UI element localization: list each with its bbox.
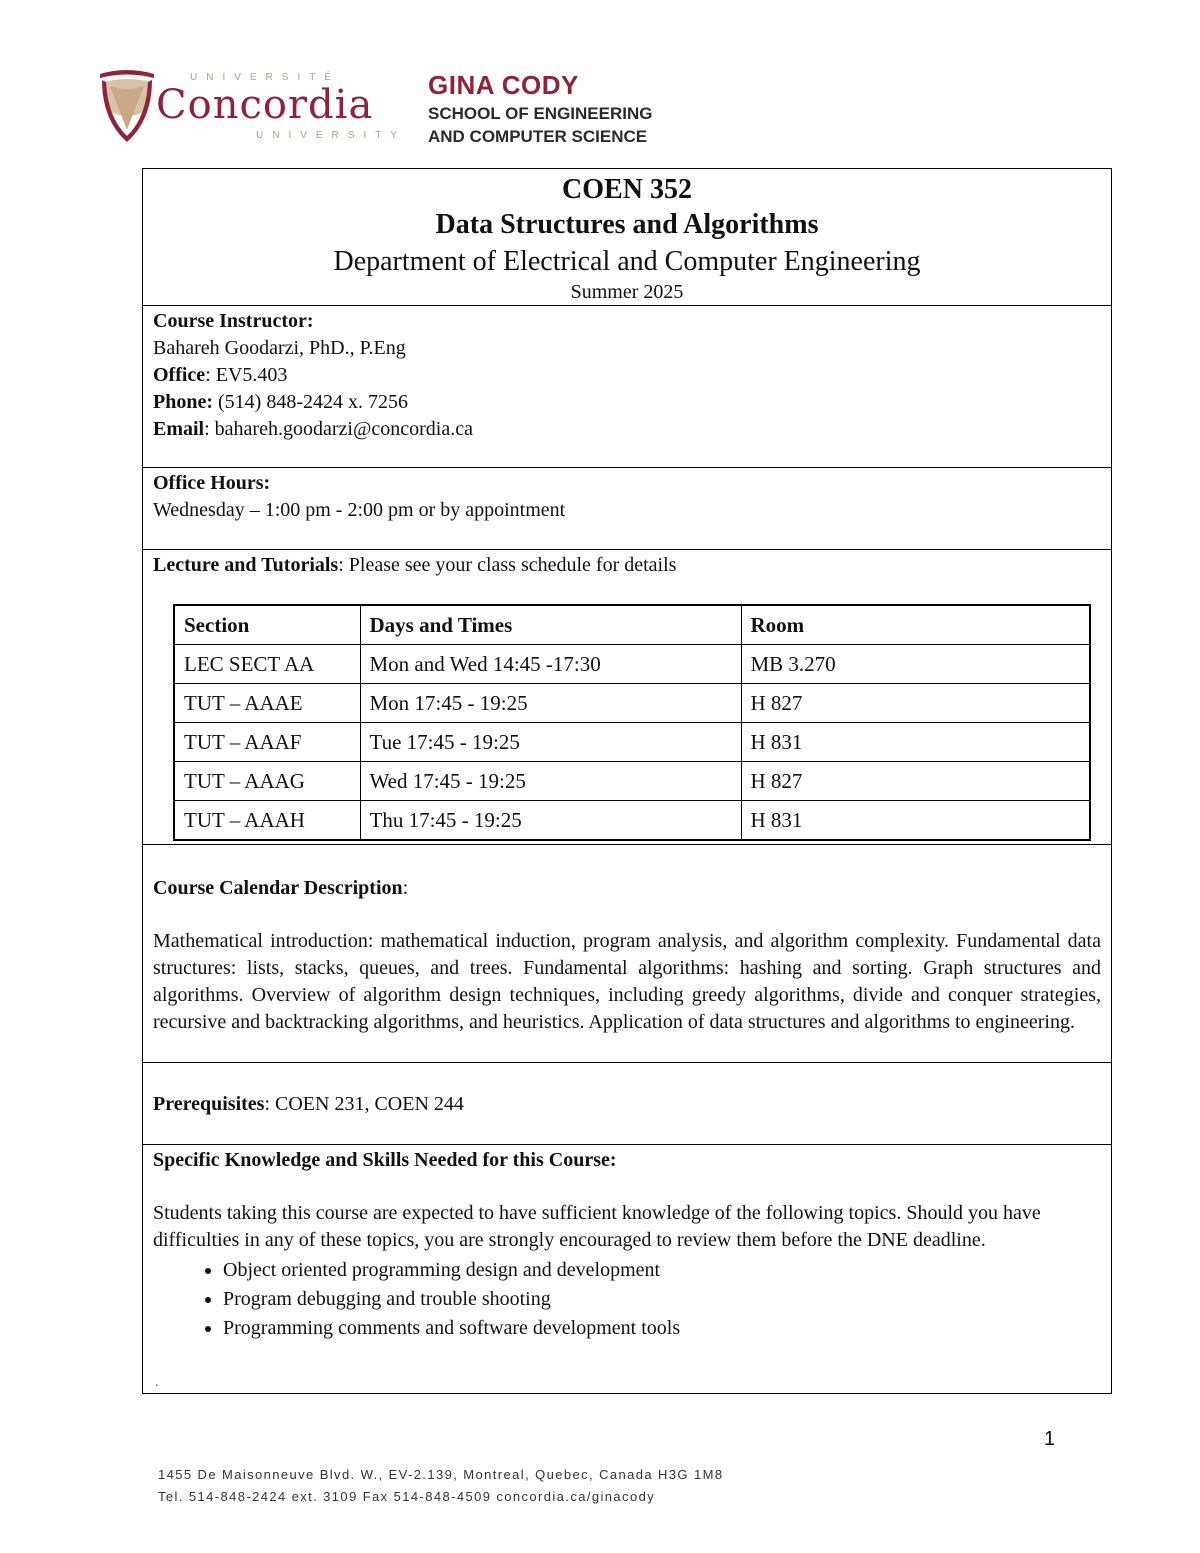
department: Department of Electrical and Computer Engineering xyxy=(333,246,921,277)
prerequisites-label: Prerequisites xyxy=(153,1093,265,1115)
instructor-office xyxy=(143,362,1111,389)
trailing-mark: . xyxy=(155,1375,159,1390)
course-outline-box xyxy=(142,168,1112,1394)
room-cell: H 827 xyxy=(741,684,1090,723)
school-line-2: SCHOOL OF ENGINEERING xyxy=(428,104,653,123)
school-name: GINA CODY xyxy=(428,70,579,100)
email-value: : bahareh.goodarzi@concordia.ca xyxy=(204,418,473,440)
office-hours-heading: Office Hours: xyxy=(153,472,271,494)
term: Summer 2025 xyxy=(570,281,684,303)
lecture-section xyxy=(143,550,1111,845)
table-row xyxy=(174,723,1090,762)
phone-label: Phone: xyxy=(153,391,213,413)
footer xyxy=(158,1464,723,1508)
room-cell: MB 3.270 xyxy=(741,645,1090,684)
table-row xyxy=(174,762,1090,801)
lecture-value: : Please see your class schedule for details xyxy=(338,554,677,576)
email-label: Email xyxy=(153,418,205,440)
section-cell: TUT – AAAF xyxy=(174,723,360,762)
list-item: • Object oriented programming design and development xyxy=(223,1256,1111,1285)
list-item: • Program debugging and trouble shooting xyxy=(223,1285,1111,1314)
skills-list xyxy=(143,1256,1111,1343)
instructor-name: Bahareh Goodarzi, PhD., P.Eng xyxy=(153,337,406,359)
times-cell: Thu 17:45 - 19:25 xyxy=(360,801,741,841)
description-section xyxy=(143,845,1111,1063)
skills-heading: Specific Knowledge and Skills Needed for this Course: xyxy=(153,1149,617,1171)
room-cell: H 827 xyxy=(741,762,1090,801)
schedule-table xyxy=(173,604,1091,841)
instructor-email xyxy=(143,416,1111,443)
university-name: Concordia xyxy=(156,82,374,128)
table-header-row xyxy=(174,605,1090,645)
skills-intro: Students taking this course are expected to have sufficient knowledge of the following topics. Should you have difficulties in any of these topics, you are strongly encouraged to review them before the DNE deadline. xyxy=(153,1202,1041,1251)
instructor-heading: Course Instructor: xyxy=(153,310,314,332)
room-cell: H 831 xyxy=(741,801,1090,841)
times-cell: Tue 17:45 - 19:25 xyxy=(360,723,741,762)
column-header: Section xyxy=(174,605,360,645)
description-heading xyxy=(143,875,1111,902)
list-item: • Programming comments and software development tools xyxy=(223,1314,1111,1343)
course-name: Data Structures and Algorithms xyxy=(435,209,819,240)
office-label: Office xyxy=(153,364,206,386)
university-label-top: UNIVERSITÉ xyxy=(190,72,341,83)
table-row xyxy=(174,801,1090,841)
title-section xyxy=(143,169,1111,306)
times-cell: Wed 17:45 - 19:25 xyxy=(360,762,741,801)
office-hours-section xyxy=(143,468,1111,550)
section-cell: TUT – AAAH xyxy=(174,801,360,841)
lecture-intro xyxy=(143,552,1111,579)
phone-value: (514) 848-2424 x. 7256 xyxy=(213,391,408,413)
prerequisites-value: : COEN 231, COEN 244 xyxy=(264,1093,464,1115)
times-cell: Mon 17:45 - 19:25 xyxy=(360,684,741,723)
concordia-shield-icon xyxy=(98,68,156,144)
column-header: Days and Times xyxy=(360,605,741,645)
skills-section xyxy=(143,1145,1111,1393)
section-cell: TUT – AAAE xyxy=(174,684,360,723)
school-line-3: AND COMPUTER SCIENCE xyxy=(428,127,648,146)
university-label-bottom: UNIVERSITY xyxy=(256,130,407,141)
times-cell: Mon and Wed 14:45 -17:30 xyxy=(360,645,741,684)
table-row xyxy=(174,684,1090,723)
table-row xyxy=(174,645,1090,684)
prerequisites-line xyxy=(143,1091,1111,1118)
section-cell: LEC SECT AA xyxy=(174,645,360,684)
footer-address: 1455 De Maisonneuve Blvd. W., EV-2.139, Montreal, Quebec, Canada H3G 1M8 xyxy=(158,1467,724,1482)
column-header: Room xyxy=(741,605,1090,645)
room-cell: H 831 xyxy=(741,723,1090,762)
instructor-phone xyxy=(143,389,1111,416)
instructor-section xyxy=(143,306,1111,468)
section-cell: TUT – AAAG xyxy=(174,762,360,801)
description-colon: : xyxy=(402,877,409,899)
page-number: 1 xyxy=(1044,1428,1056,1450)
office-value: : EV5.403 xyxy=(205,364,288,386)
lecture-label: Lecture and Tutorials xyxy=(153,554,339,576)
description-body: Mathematical introduction: mathematical induction, program analysis, and algorithm complexity. Fundamental data structures: lists, stacks, queues, and trees. Fundamental algorithms: hashing and sorting. Graph structures and algorithms. Overview of algorithm design techniques, including greedy algorithms, divide and conquer strategies, recursive and backtracking algorithms, and heuristics. Application of data structures and algorithms to engineering. xyxy=(153,930,1101,1033)
office-hours-value: Wednesday – 1:00 pm - 2:00 pm or by appointment xyxy=(153,499,566,521)
course-code: COEN 352 xyxy=(562,174,692,205)
header-logo xyxy=(96,66,696,156)
prerequisites-section xyxy=(143,1063,1111,1145)
description-label: Course Calendar Description xyxy=(153,877,403,899)
school-subtitle xyxy=(428,102,653,148)
footer-contact: Tel. 514-848-2424 ext. 3109 Fax 514-848-4509 concordia.ca/ginacody xyxy=(158,1489,656,1504)
